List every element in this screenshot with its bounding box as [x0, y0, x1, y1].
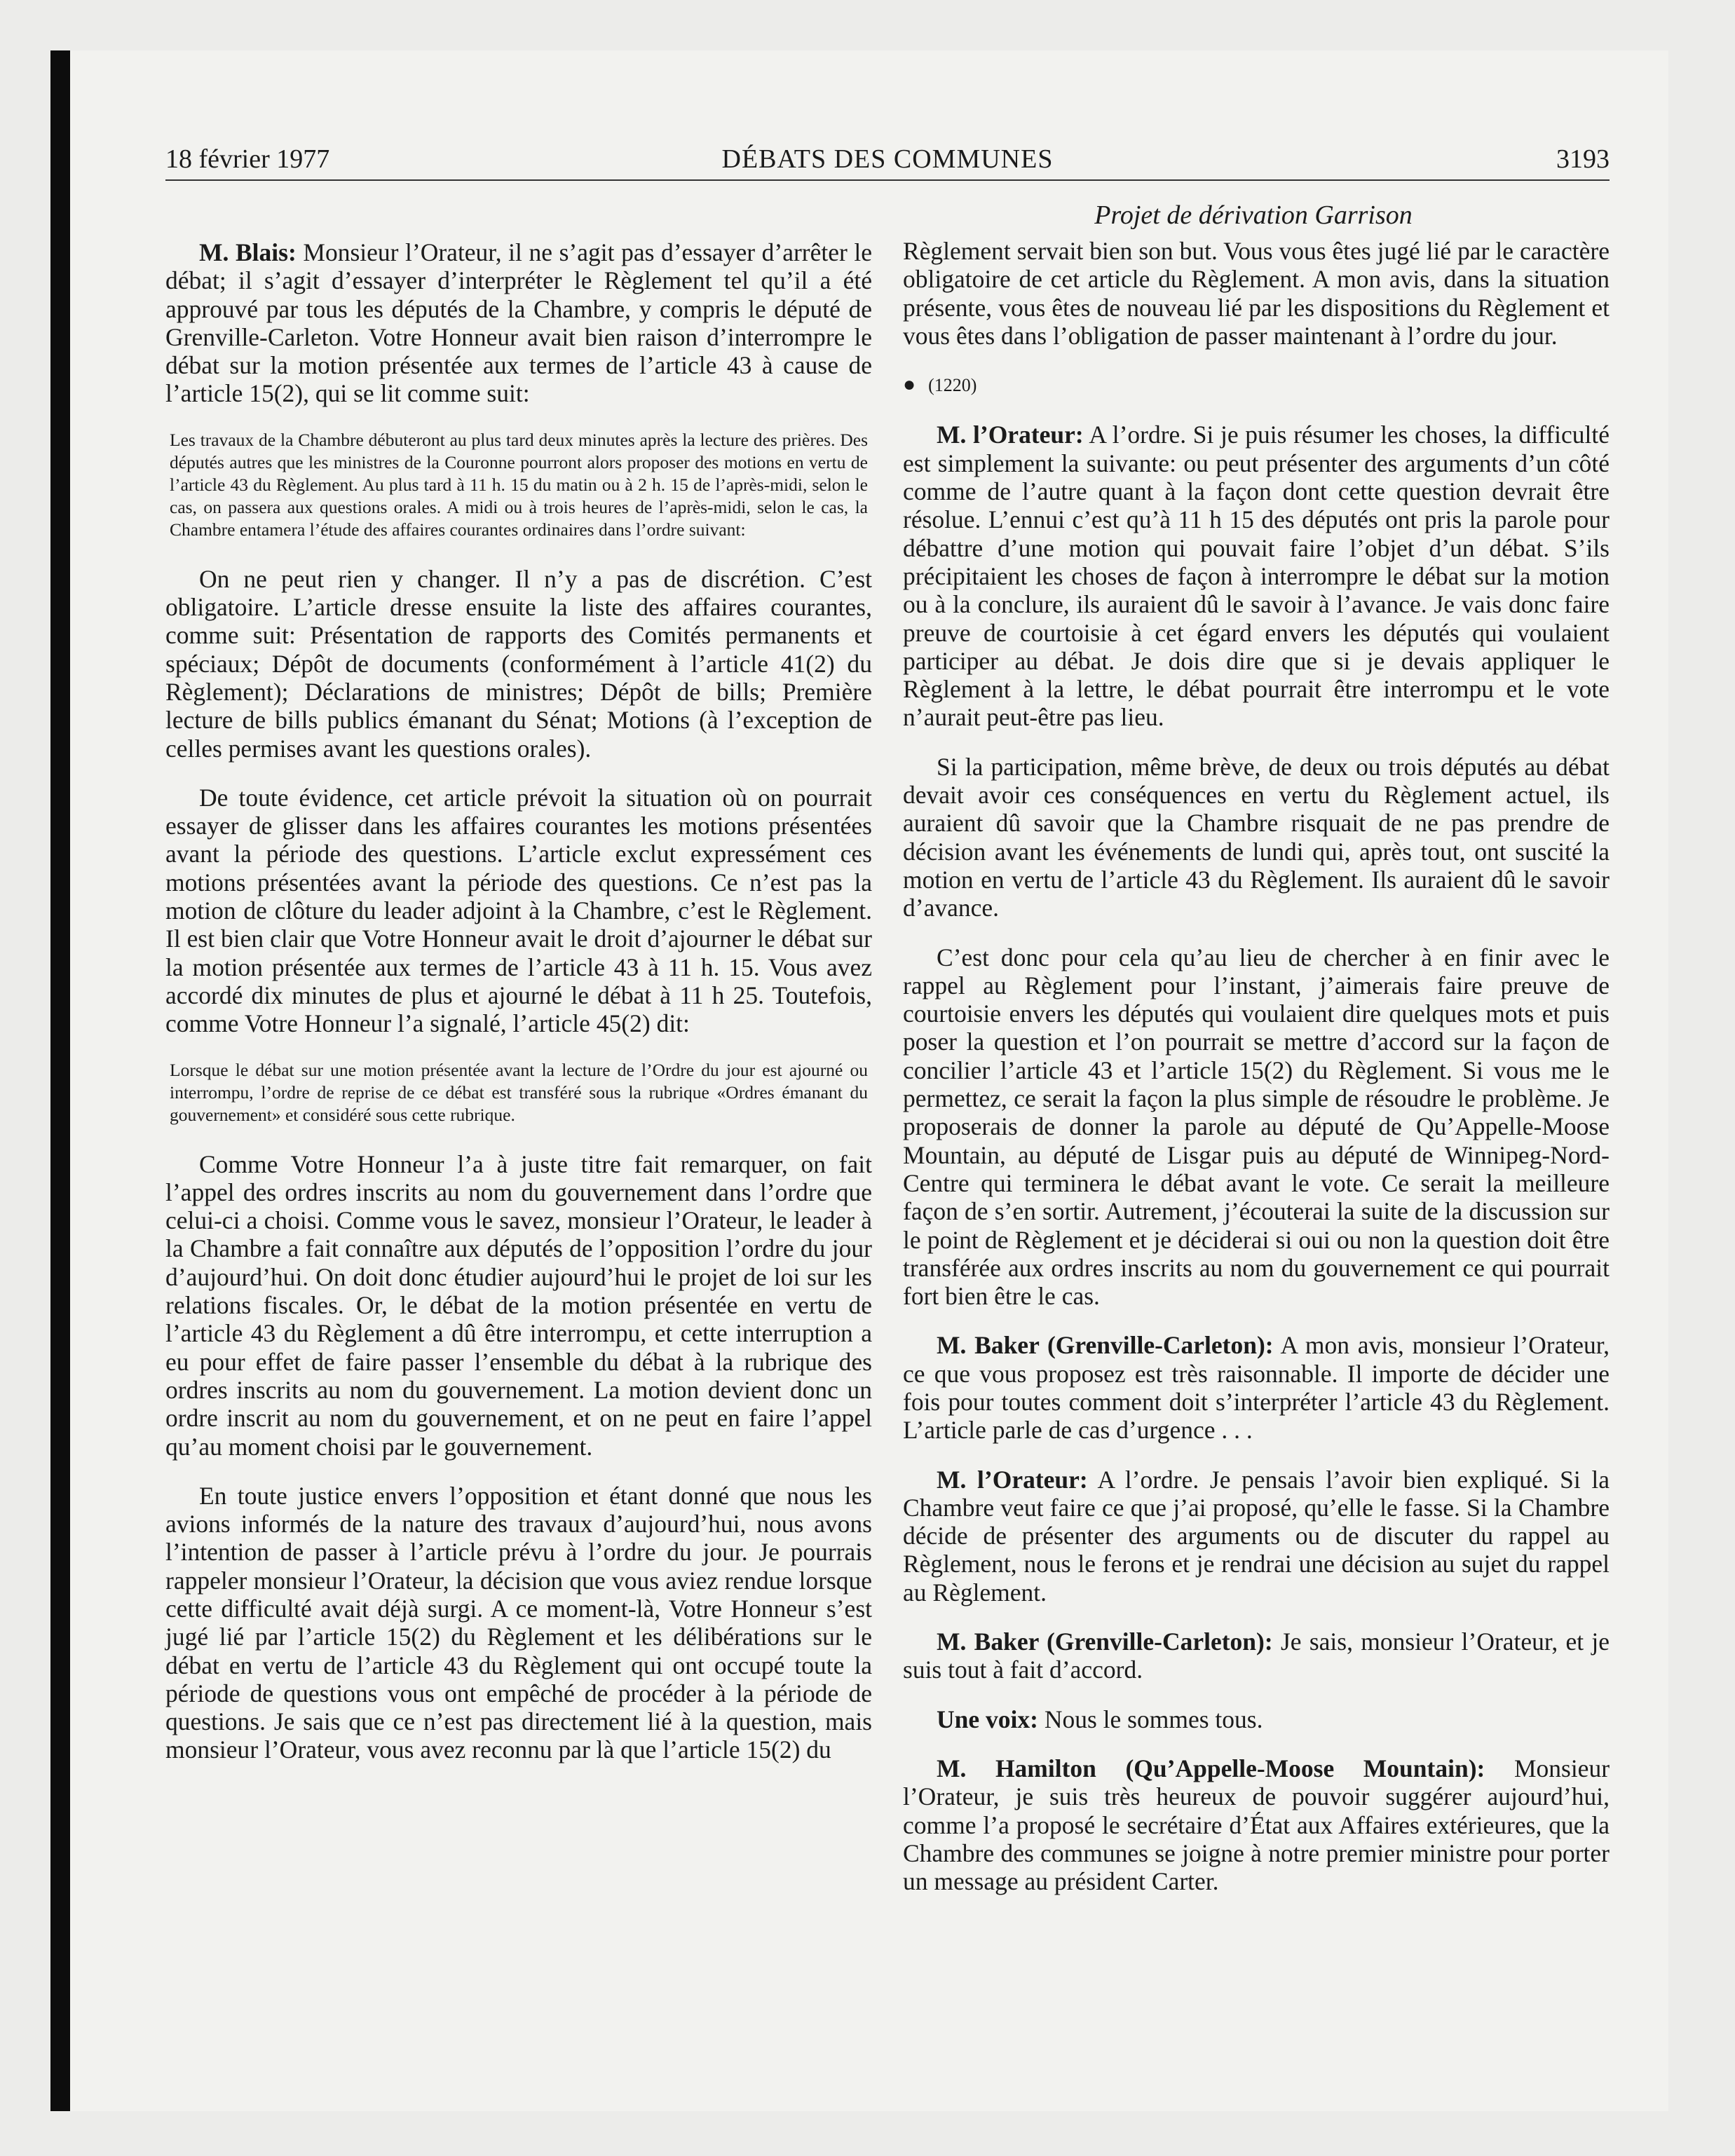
block-quote: Lorsque le débat sur une motion présentée avant la lecture de l’Ordre du jour est ajourné ou interrompu, l’ordre de reprise de ce débat est transféré sous la rubrique «Ordres émanant du gouvernement» et considéré sous cette rubrique.: [170, 1059, 868, 1125]
paragraph: [903, 1705, 1610, 1733]
time-marker-text: (1220): [928, 375, 977, 396]
paragraph: [903, 421, 1610, 731]
speech-text: A l’ordre. Je pensais l’avoir bien expliqué. Si la Chambre veut faire ce que j’ai proposé, qu’elle le fasse. Si la Chambre décide de présenter des arguments ou de discuter du rappel au Règlement, nous le ferons et je rendrai une décision au sujet du rappel au Règlement.: [903, 1465, 1610, 1606]
paragraph: On ne peut rien y changer. Il n’y a pas de discrétion. C’est obligatoire. L’article dresse ensuite la liste des affaires courantes, comme suit: Présentation de rapports des Comités permanents et spéciaux; Dépôt de documents (conformément à l’article 41(2) du Règlement); Déclarations de ministres; Dépôt de bills; Première lecture de bills publics émanant du Sénat; Motions (à l’exception de celles permises avant les questions orales).: [165, 564, 872, 763]
header-page-number: 3193: [1556, 144, 1610, 174]
header-title: DÉBATS DES COMMUNES: [721, 144, 1054, 174]
paragraph: [903, 1628, 1610, 1684]
speaker-name: M. l’Orateur:: [937, 421, 1084, 449]
speech-text: A l’ordre. Si je puis résumer les choses, la difficulté est simplement la suivante: ou peut présenter des arguments d’un côté comme de l’autre quant à la façon dont cette question devrait être résolue. L’ennui c’est qu’à 11 h 15 des députés ont pris la parole pour débattre d’une motion qui pouvait faire l’objet d’un débat. S’ils précipitaient les choses de façon à interrompre le débat sur la motion ou à la conclure, ils auraient dû le savoir à l’avance. Je vais donc faire preuve de courtoisie à cet égard envers les députés qui voulaient participer au débat. Je dois dire que si je devais appliquer le Règlement à la lettre, le débat pourrait être interrompu et le vote n’aurait peut-être pas lieu.: [903, 421, 1610, 732]
speech-text: Monsieur l’Orateur, je suis très heureux de pouvoir suggérer aujourd’hui, comme l’a proposé le secrétaire d’État aux Affaires extérieures, que la Chambre des communes se joigne à notre premier ministre pour porter un message au président Carter.: [903, 1754, 1610, 1896]
block-quote: Les travaux de la Chambre débuteront au plus tard deux minutes après la lecture des prières. Des députés autres que les ministres de la Couronne pourront alors proposer des motions en vertu de l’article 43 du Règlement. Au plus tard à 11 h. 15 du matin ou à 2 h. 15 de l’après-midi, selon le cas, on passera aux questions orales. A midi ou à trois heures de l’après-midi, selon le cas, la Chambre entamera l’étude des affaires courantes ordinaires dans l’ordre suivant:: [170, 429, 868, 540]
paragraph: Si la participation, même brève, de deux ou trois députés au débat devait avoir ces conséquences en vertu du Règlement actuel, ils auraient dû savoir que la Chambre risquait de ne pas prendre de décision avant les événements de lundi qui, après tout, ont suscité la motion en vertu de l’article 43 du Règlement. Ils auraient dû le savoir d’avance.: [903, 752, 1610, 922]
speech-text: Monsieur l’Orateur, il ne s’agit pas d’essayer d’arrêter le débat; il s’agit d’essayer d’interpréter le Règlement tel qu’il a été approuvé par tous les députés de la Chambre, y compris le député de Grenville-Carleton. Votre Honneur avait bien raison d’interrompre le débat sur la motion présentée aux termes de l’article 43 à cause de l’article 15(2), qui se lit comme suit:: [165, 238, 872, 408]
paragraph: C’est donc pour cela qu’au lieu de chercher à en finir avec le rappel au Règlement pour l’instant, j’aimerais faire preuve de courtoisie envers les députés qui voulaient dire quelques mots et puis poser la question et l’on pourrait se mettre d’accord sur la façon de concilier l’article 43 et l’article 15(2) du Règlement. Si vous me le permettez, ce serait la façon la plus simple de résoudre le problème. Je proposerais de donner la parole au député de Qu’Appelle-Moose Mountain, au député de Lisgar puis au député de Winnipeg-Nord-Centre qui terminera le débat avant le vote. Ce serait la meilleure façon de s’en sortir. Autrement, j’écouterai la suite de la discussion sur le point de Règlement et je déciderai si oui ou non la question doit être transférée aux ordres inscrits au nom du gouvernement ce qui pourrait fort bien être le cas.: [903, 943, 1610, 1311]
paragraph: Comme Votre Honneur l’a à juste titre fait remarquer, on fait l’appel des ordres inscrits au nom du gouvernement dans l’ordre que celui-ci a choisi. Comme vous le savez, monsieur l’Orateur, le leader à la Chambre a fait connaître aux députés de l’opposition l’ordre du jour d’aujourd’hui. On doit donc étudier aujourd’hui le projet de loi sur les relations fiscales. Or, le débat de la motion présentée en vertu de l’article 43 du Règlement a dû être interrompu, et cette interruption a eu pour effet de faire passer l’ensemble du débat à la rubrique des ordres inscrits au nom du gouvernement. La motion devient donc un ordre inscrit au nom du gouvernement, et on ne peut en faire l’appel qu’au moment choisi par le gouvernement.: [165, 1149, 872, 1461]
speaker-name: M. Blais:: [199, 238, 297, 266]
paragraph: [165, 238, 872, 408]
speech-text: Je sais, monsieur l’Orateur, et je suis tout à fait d’accord.: [903, 1628, 1610, 1684]
header-date: 18 février 1977: [165, 144, 330, 174]
right-column: [903, 237, 1610, 1916]
paragraph: [903, 1754, 1610, 1895]
section-title: Projet de dérivation Garrison: [1094, 200, 1413, 230]
speaker-name: M. Hamilton (Qu’Appelle-Moose Mountain):: [937, 1754, 1485, 1782]
bullet-icon: ●: [903, 373, 916, 397]
paragraph: [903, 1331, 1610, 1444]
speaker-name: Une voix:: [937, 1705, 1038, 1733]
speaker-name: M. Baker (Grenville-Carleton):: [937, 1628, 1273, 1656]
speech-text: A mon avis, monsieur l’Orateur, ce que vous proposez est très raisonnable. Il importe de décider une fois pour toutes comment doit s’interpréter l’article 43 du Règlement. L’article parle de cas d’urgence . . .: [903, 1331, 1610, 1445]
time-marker: [903, 371, 1610, 400]
speaker-name: M. l’Orateur:: [937, 1465, 1088, 1494]
speech-text: Nous le sommes tous.: [1044, 1705, 1263, 1733]
speaker-name: M. Baker (Grenville-Carleton):: [937, 1331, 1274, 1360]
paragraph: De toute évidence, cet article prévoit la situation où on pourrait essayer de glisser dans les affaires courantes les motions présentées avant la période des questions. L’article exclut expressément ces motions présentées avant la période des questions. Ce n’est pas la motion de clôture du leader adjoint à la Chambre, c’est le Règlement. Il est bien clair que Votre Honneur avait le droit d’ajourner le débat sur la motion présentée aux termes de l’article 43 à 11 h. 15. Vous avez accordé dix minutes de plus et ajourné le débat à 11 h 25. Toutefois, comme Votre Honneur l’a signalé, l’article 45(2) dit:: [165, 783, 872, 1038]
paragraph: En toute justice envers l’opposition et étant donné que nous les avions informés de la nature des travaux d’aujourd’hui, nous avons l’intention de passer à l’article prévu à l’ordre du jour. Je pourrais rappeler monsieur l’Orateur, la décision que vous aviez rendue lorsque cette difficulté avait déjà surgi. A ce moment-là, Votre Honneur s’est jugé lié par l’article 15(2) du Règlement et les délibérations sur le débat en vertu de l’article 43 du Règlement qui ont occupé toute la période de questions vous ont empêché de procéder à la période de questions. Je sais que ce n’est pas directement lié à la question, mais monsieur l’Orateur, vous avez reconnu par là que l’article 15(2) du: [165, 1481, 872, 1764]
left-column: [165, 238, 872, 1785]
paragraph: Règlement servait bien son but. Vous vous êtes jugé lié par le caractère obligatoire de cet article du Règlement. A mon avis, dans la situation présente, vous êtes de nouveau lié par les dispositions du Règlement et vous êtes dans l’obligation de passer maintenant à l’ordre du jour.: [903, 237, 1610, 350]
scan-edge: [50, 50, 70, 2111]
paragraph: [903, 1466, 1610, 1606]
header-rule: [165, 179, 1610, 181]
